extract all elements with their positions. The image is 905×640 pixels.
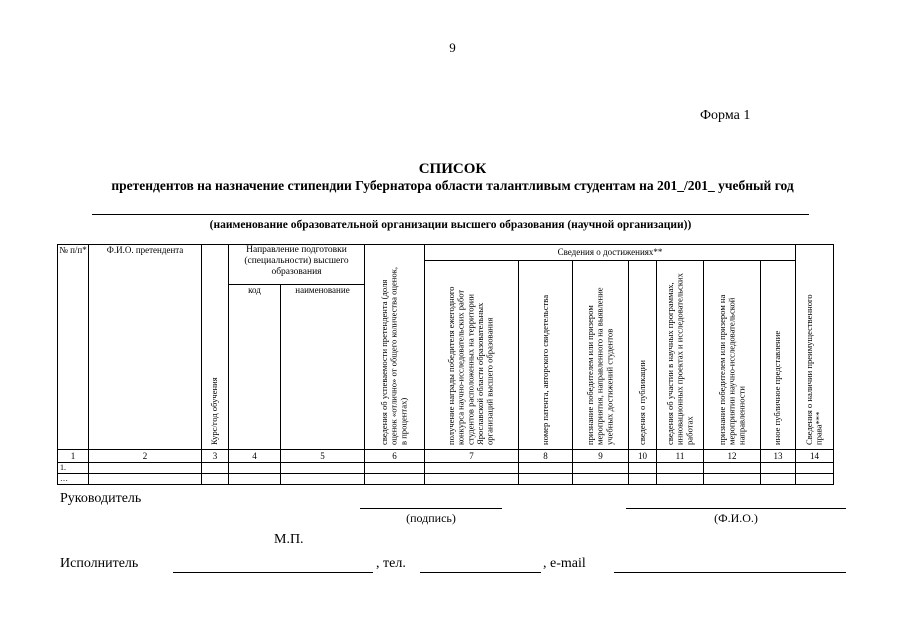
executor-line[interactable]: [173, 572, 373, 573]
table-cell[interactable]: [704, 463, 761, 474]
signature-line[interactable]: [360, 508, 502, 509]
org-name-line[interactable]: [92, 214, 809, 215]
table-cell[interactable]: [796, 463, 834, 474]
phone-line[interactable]: [420, 572, 541, 573]
table-cell[interactable]: [89, 474, 202, 485]
form-label: Форма 1: [700, 108, 751, 123]
header-code: код: [229, 285, 281, 450]
row-number: 1.: [58, 463, 89, 474]
page-number: 9: [449, 40, 456, 55]
header-award-text: получение награды победителя ежегодного конкурса научно-исследовательских работ студентов расположенных на территории Ярославской области образовательных организаций высшего образования: [446, 286, 495, 445]
table-cell[interactable]: [89, 463, 202, 474]
col-number-12: 12: [704, 450, 761, 463]
col-number-6: 6: [365, 450, 425, 463]
header-winner-research: [704, 261, 761, 450]
email-line[interactable]: [614, 572, 846, 573]
document-subtitle: претендентов на назначение стипендии Губернатора области талантливым студентам на 201_/201_ учебный год: [111, 178, 794, 193]
header-grades-text: сведения об успеваемости претендента (доля оценок «отлично» от общего количества оценок, в процентах): [379, 266, 409, 445]
header-course-text: Курс/год обучения: [209, 377, 220, 445]
table-cell[interactable]: [573, 463, 629, 474]
head-label: Руководитель: [60, 491, 142, 506]
header-public-text: иное публичное представление: [772, 330, 783, 445]
col-number-10: 10: [629, 450, 657, 463]
header-fio: Ф.И.О. претендента: [89, 245, 202, 450]
table-cell[interactable]: [229, 474, 281, 485]
table-cell[interactable]: [519, 463, 573, 474]
table-cell[interactable]: [281, 474, 365, 485]
header-winner: [573, 261, 629, 450]
col-number-13: 13: [761, 450, 796, 463]
email-label: , e-mail: [543, 556, 586, 571]
table-cell[interactable]: [281, 463, 365, 474]
org-name-caption: (наименование образовательной организации высшего образования (научной организации)): [209, 219, 692, 231]
table-cell[interactable]: [425, 463, 519, 474]
col-number-7: 7: [425, 450, 519, 463]
col-number-11: 11: [657, 450, 704, 463]
header-winner-text: признание победителем или призером мероприятия, направленного на выявление учебных достижений студентов: [585, 287, 615, 445]
table-cell[interactable]: [629, 474, 657, 485]
header-preference-text: Сведения о наличии преимущественного права***: [803, 294, 824, 445]
header-award: [425, 261, 519, 450]
table-cell[interactable]: [761, 463, 796, 474]
col-number-3: 3: [202, 450, 229, 463]
table-cell[interactable]: [365, 474, 425, 485]
header-publications: [629, 261, 657, 450]
table-cell[interactable]: [704, 474, 761, 485]
header-achievements: Сведения о достижениях**: [425, 245, 796, 261]
header-course: [202, 245, 229, 450]
col-number-9: 9: [573, 450, 629, 463]
header-direction: Направление подготовки (специальности) высшего образования: [229, 245, 365, 285]
header-winner-research-text: признание победителем или призером на мероприятии научно-исследовательской направленности: [716, 294, 746, 445]
header-grades: [365, 245, 425, 450]
fio-caption: (Ф.И.О.): [714, 511, 758, 525]
col-number-1: 1: [58, 450, 89, 463]
candidates-table: [57, 244, 834, 485]
table-cell[interactable]: [796, 474, 834, 485]
header-no: № п/п*: [58, 245, 89, 450]
document-title: СПИСОК: [418, 161, 487, 177]
table-cell[interactable]: [573, 474, 629, 485]
stamp-label: М.П.: [274, 532, 304, 547]
table-cell[interactable]: [365, 463, 425, 474]
col-number-14: 14: [796, 450, 834, 463]
table-cell[interactable]: [519, 474, 573, 485]
phone-label: , тел.: [376, 556, 406, 571]
table-cell[interactable]: [425, 474, 519, 485]
table-cell[interactable]: [657, 463, 704, 474]
header-patent-text: номер патента, авторского свидетельства: [539, 294, 550, 445]
fio-line[interactable]: [626, 508, 846, 509]
signature-caption: (подпись): [406, 511, 456, 525]
table-cell[interactable]: [202, 474, 229, 485]
table-cell[interactable]: [229, 463, 281, 474]
header-participation-text: сведения об участии в научных программах, инновационных проектах и исследовательских работах: [664, 273, 694, 445]
header-name: наименование: [281, 285, 365, 450]
col-number-8: 8: [519, 450, 573, 463]
header-preference: [796, 245, 834, 450]
col-number-4: 4: [229, 450, 281, 463]
row-number: …: [58, 474, 89, 485]
executor-label: Исполнитель: [60, 556, 139, 571]
table-cell[interactable]: [202, 463, 229, 474]
col-number-5: 5: [281, 450, 365, 463]
header-publications-text: сведения о публикации: [636, 360, 647, 445]
header-patent: [519, 261, 573, 450]
table-cell[interactable]: [657, 474, 704, 485]
col-number-2: 2: [89, 450, 202, 463]
header-participation: [657, 261, 704, 450]
table-cell[interactable]: [761, 474, 796, 485]
header-public: [761, 261, 796, 450]
table-cell[interactable]: [629, 463, 657, 474]
